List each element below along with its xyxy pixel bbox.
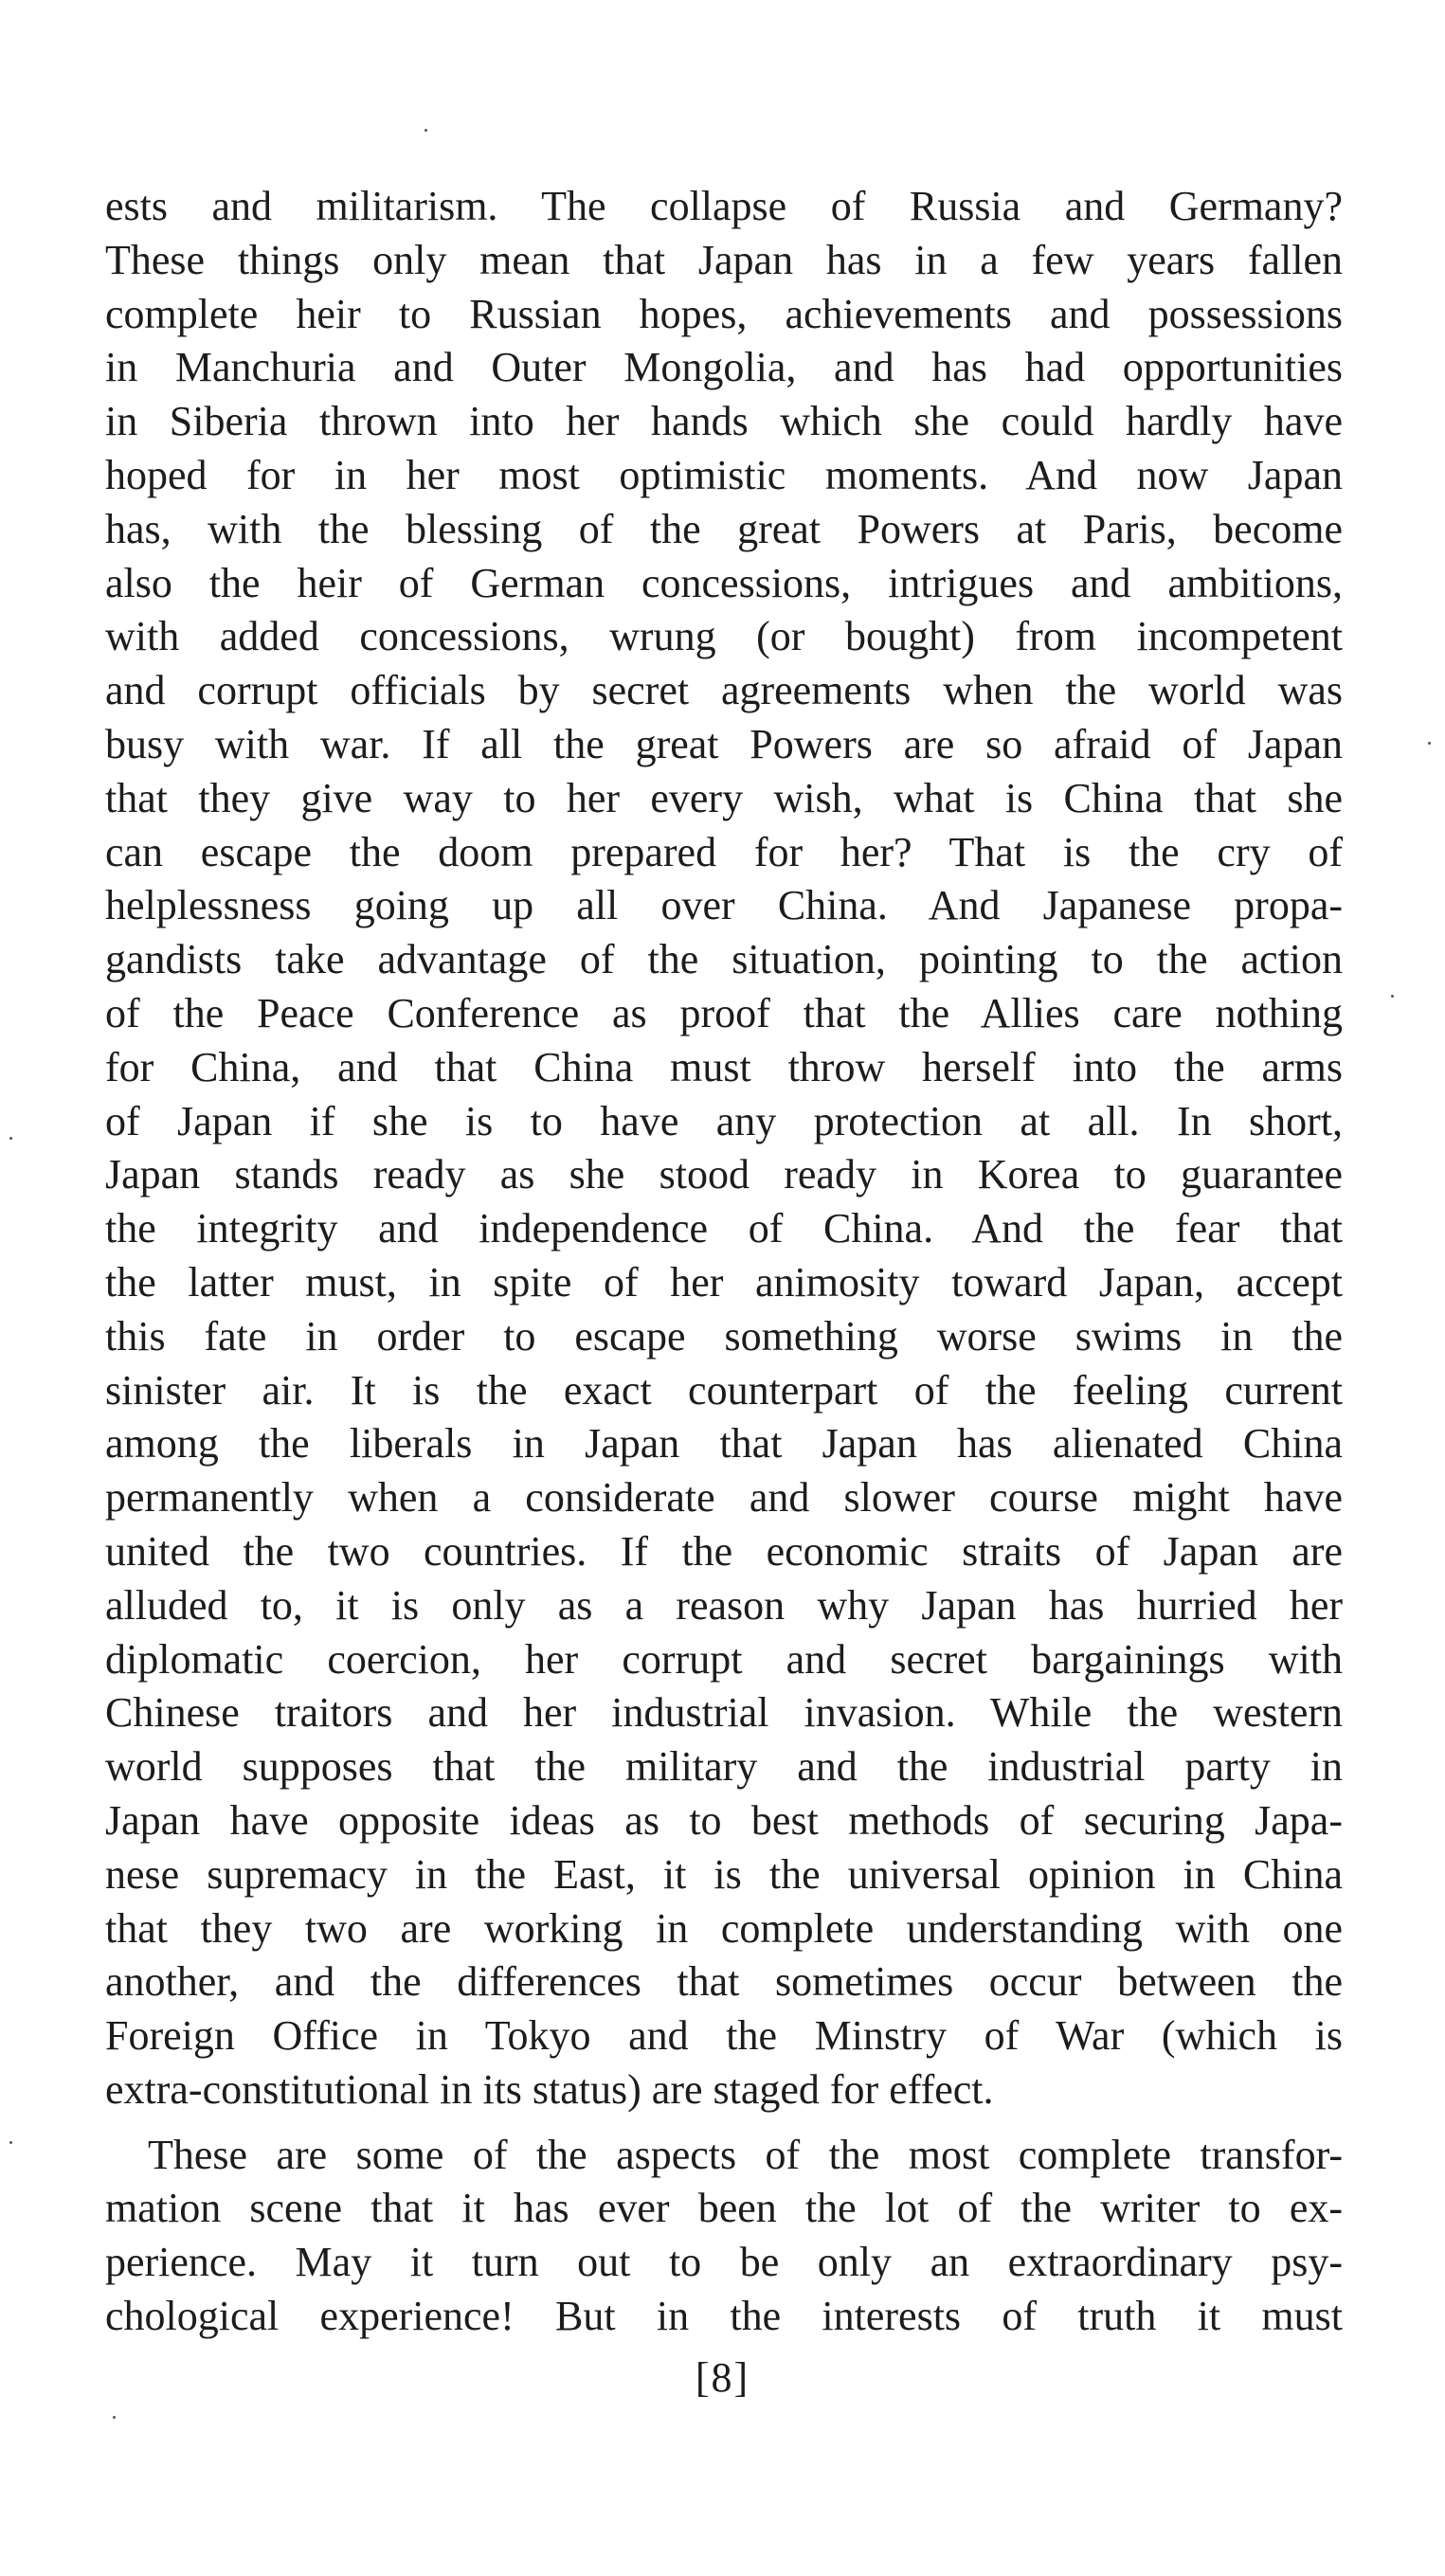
text-line: These things only mean that Japan has in a few years fallen xyxy=(105,236,1343,283)
text-line: hoped for in her most optimistic moments. And now Japan xyxy=(105,451,1343,498)
text-line: chological experience! But in the interests of truth it must xyxy=(105,2293,1343,2340)
text-line: in Manchuria and Outer Mongolia, and has had opportunities xyxy=(105,344,1343,391)
text-line: that they give way to her every wish, what is China that she xyxy=(105,774,1343,821)
text-line: diplomatic coercion, her corrupt and secret bargainings with xyxy=(105,1635,1343,1683)
text-line: world supposes that the military and the industrial party in xyxy=(105,1743,1343,1791)
text-line: another, and the differences that sometimes occur between the xyxy=(105,1958,1343,2006)
text-line: among the liberals in Japan that Japan has alienated China xyxy=(105,1420,1343,1468)
text-line: alluded to, it is only as a reason why Japan has hurried her xyxy=(105,1581,1343,1629)
text-line: mation scene that it has ever been the lot of the writer to ex- xyxy=(105,2185,1343,2232)
paragraph-gap xyxy=(105,2117,1343,2129)
paragraph-2 xyxy=(105,2129,1343,2344)
text-line: of Japan if she is to have any protection at all. In short, xyxy=(105,1097,1343,1144)
text-line: permanently when a considerate and slower course might have xyxy=(105,1474,1343,1522)
text-line: Foreign Office in Tokyo and the Minstry of War (which is xyxy=(105,2012,1343,2060)
text-line: also the heir of German concessions, intrigues and ambitions, xyxy=(105,559,1343,606)
text-line: Japan stands ready as she stood ready in Korea to guarantee xyxy=(105,1151,1343,1198)
text-line: helplessness going up all over China. And Japanese propa- xyxy=(105,882,1343,929)
text-line: These are some of the aspects of the most complete transfor- xyxy=(148,2131,1343,2178)
text-line: extra-constitutional in its status) are staged for effect. xyxy=(105,2065,994,2113)
text-line: the integrity and independence of China. And the fear that xyxy=(105,1205,1343,1252)
text-line: busy with war. If all the great Powers are so afraid of Japan xyxy=(105,720,1343,767)
print-speck xyxy=(9,2141,12,2144)
paragraph-1 xyxy=(105,180,1343,2117)
print-speck xyxy=(1428,742,1431,745)
text-line: nese supremacy in the East, it is the universal opinion in China xyxy=(105,1850,1343,1898)
print-speck xyxy=(1391,995,1394,998)
text-line: Japan have opposite ideas as to best methods of securing Japa- xyxy=(105,1796,1343,1844)
text-line: of the Peace Conference as proof that the Allies care nothing xyxy=(105,989,1343,1036)
text-line: ests and militarism. The collapse of Russia and Germany? xyxy=(105,183,1343,229)
text-line: united the two countries. If the economic straits of Japan are xyxy=(105,1527,1343,1575)
text-line: can escape the doom prepared for her? That is the cry of xyxy=(105,828,1343,875)
text-line: for China, and that China must throw herself into the arms xyxy=(105,1043,1343,1090)
print-speck xyxy=(424,129,427,132)
text-line: that they two are working in complete understanding with one xyxy=(105,1904,1343,1952)
text-line: sinister air. It is the exact counterpart of the feeling current xyxy=(105,1366,1343,1414)
print-speck xyxy=(9,1137,12,1140)
text-line: with added concessions, wrung (or bought) from incompetent xyxy=(105,613,1343,660)
text-line: this fate in order to escape something worse swims in the xyxy=(105,1312,1343,1360)
page-number: [8] xyxy=(695,2354,750,2401)
body-text xyxy=(105,180,1343,2344)
text-line: complete heir to Russian hopes, achievements and possessions xyxy=(105,290,1343,337)
text-line: the latter must, in spite of her animosity toward Japan, accept xyxy=(105,1258,1343,1306)
text-line: gandists take advantage of the situation, pointing to the action xyxy=(105,936,1343,983)
text-line: in Siberia thrown into her hands which she could hardly have xyxy=(105,398,1343,445)
text-line: Chinese traitors and her industrial invasion. While the western xyxy=(105,1689,1343,1737)
text-line: perience. May it turn out to be only an extraordinary psy- xyxy=(105,2239,1343,2286)
text-line: has, with the blessing of the great Powers at Paris, become xyxy=(105,505,1343,552)
print-speck xyxy=(113,2416,116,2419)
text-line: and corrupt officials by secret agreements when the world was xyxy=(105,667,1343,714)
